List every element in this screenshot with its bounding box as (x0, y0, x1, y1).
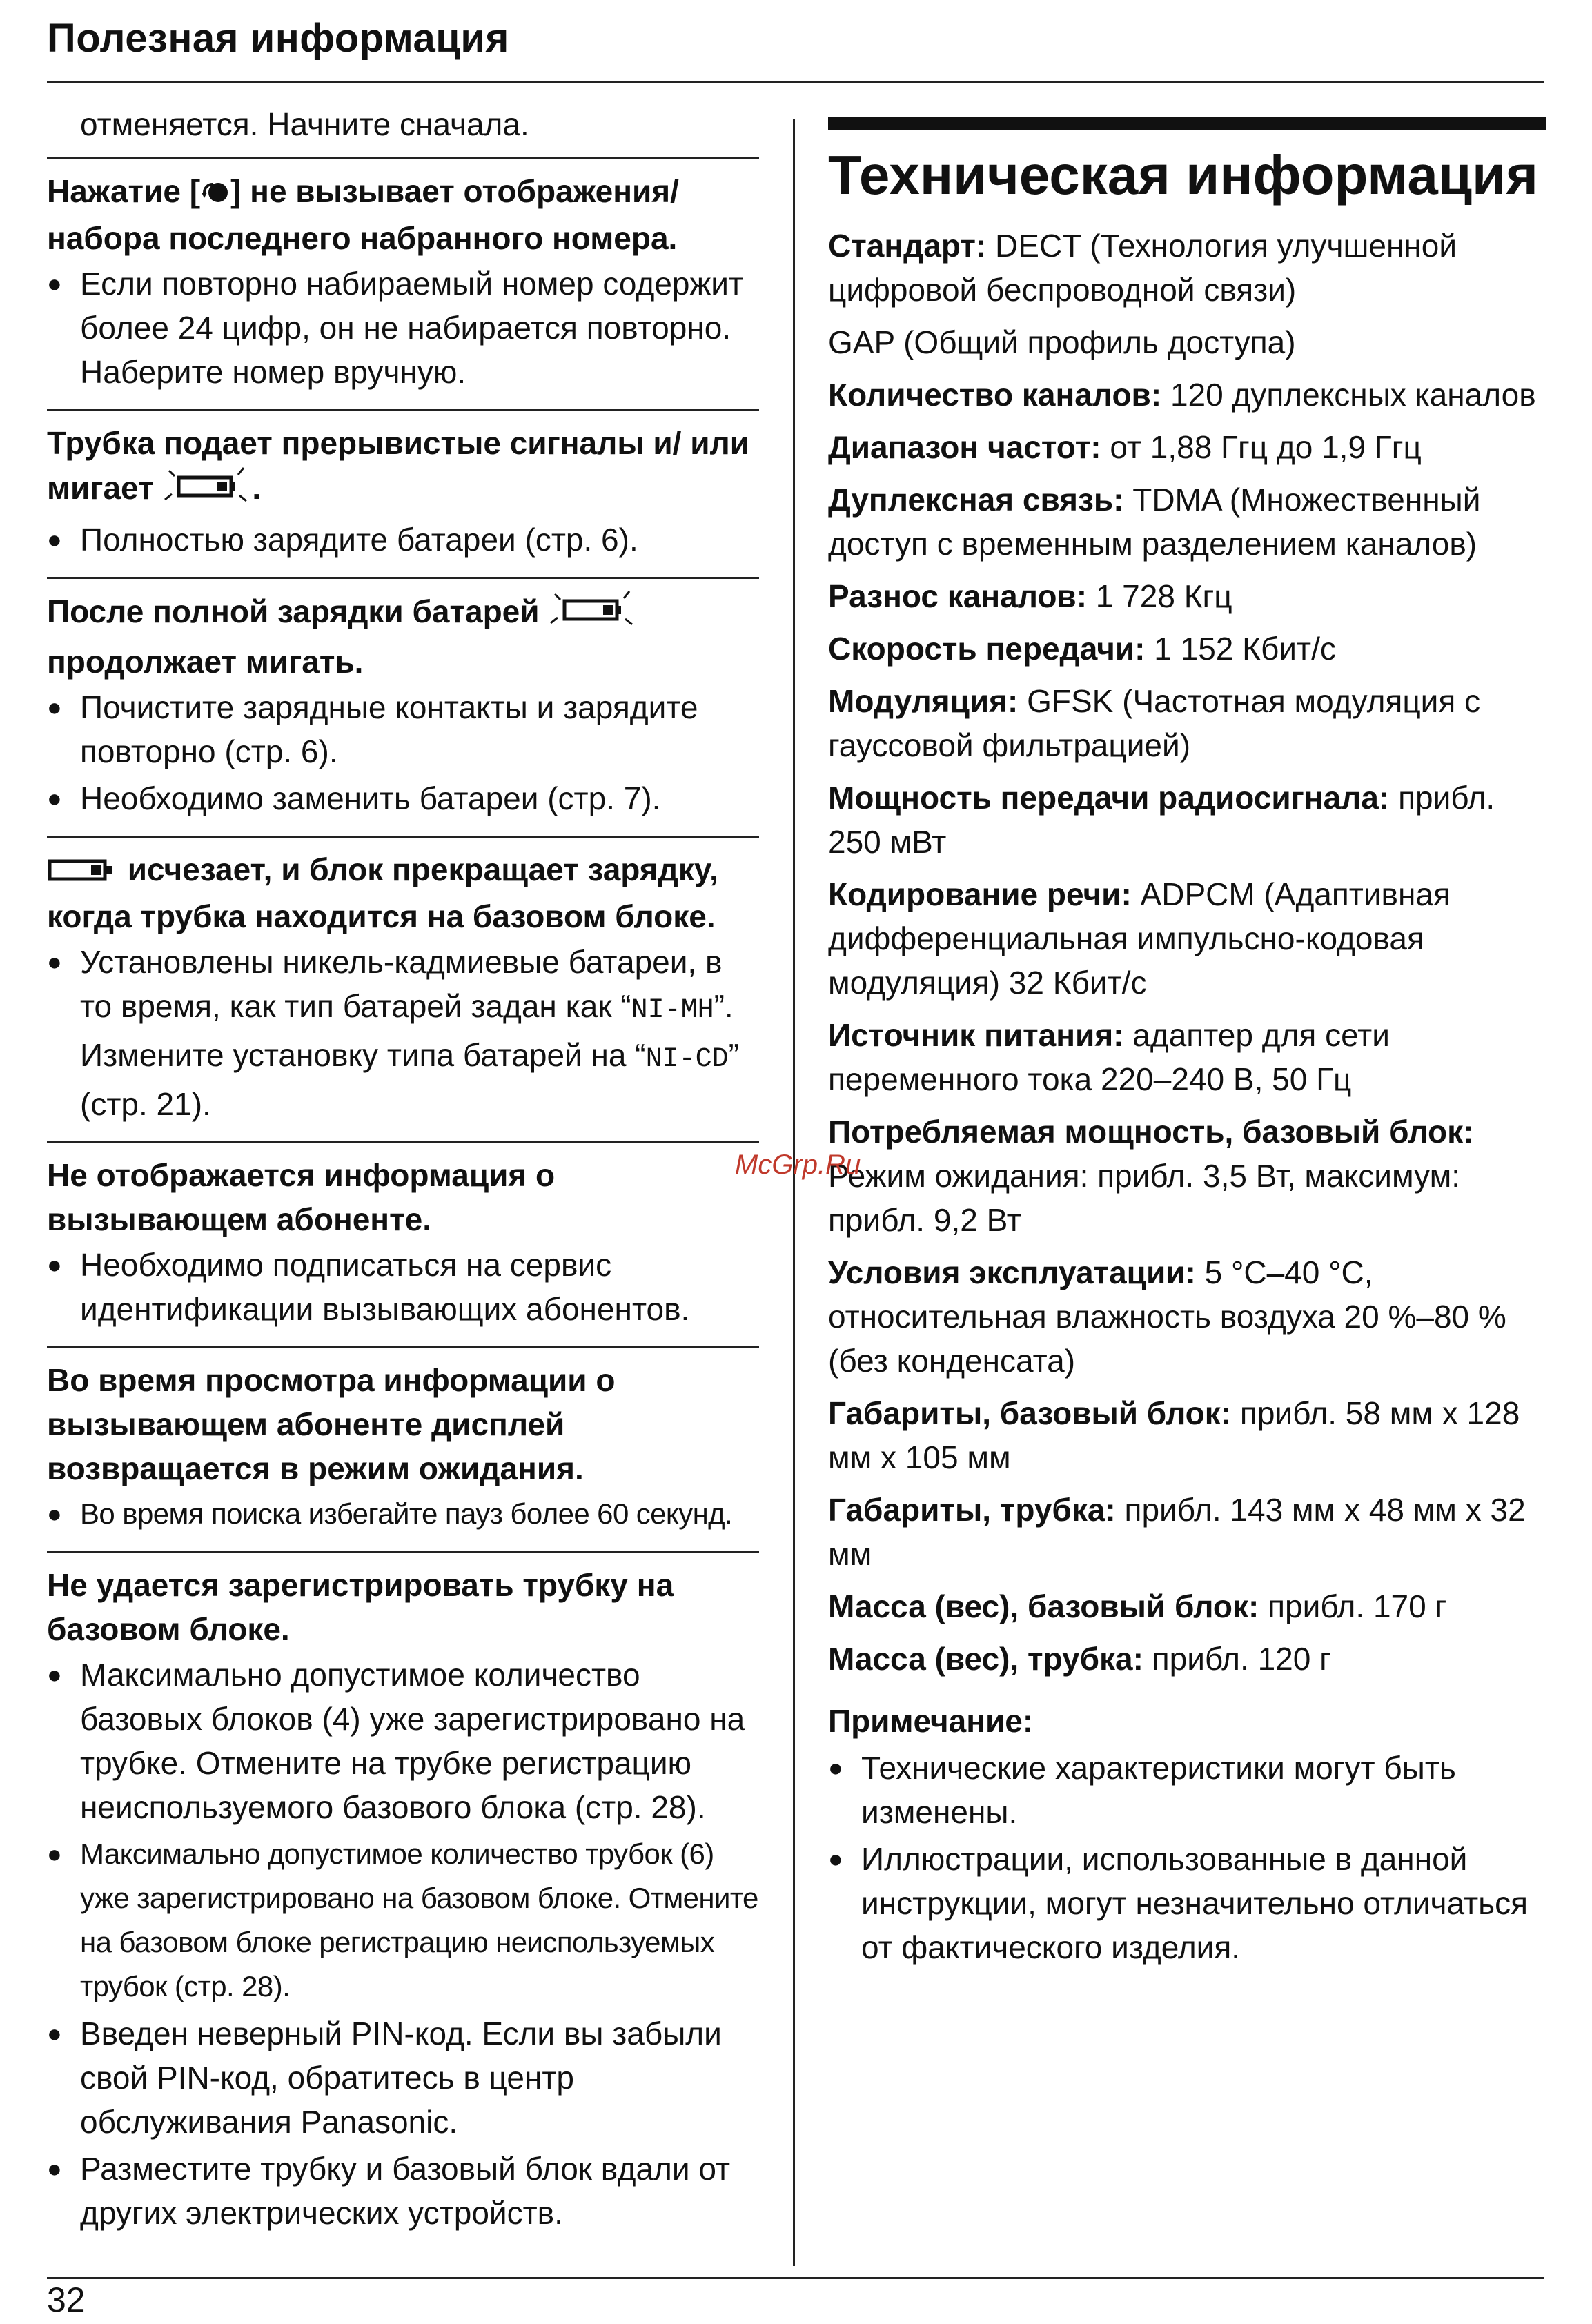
list-item: ● Необходимо подписаться на сервис идентификации вызывающих абонентов. (47, 1243, 759, 1331)
page-header-title: Полезная информация (47, 16, 509, 61)
list-item: ● Почистите зарядные контакты и зарядите повторно (стр. 6). (47, 685, 759, 774)
list-item: ● Максимально допустимое количество трубок (6) уже зарегистрировано на базовом блоке. Отмените на базовом блоке регистрацию неиспользуемых трубок (стр. 28). (47, 1832, 759, 2009)
section-caller-id-missing (47, 1141, 759, 1346)
section-registration-fails (47, 1551, 759, 2250)
bullet-list (47, 940, 759, 1126)
list-item: ● Полностью зарядите батареи (стр. 6). (47, 518, 759, 562)
note-item: ● Технические характеристики могут быть изменены. (828, 1746, 1546, 1834)
spec-label: Дуплексная связь: (828, 482, 1124, 518)
note-list (828, 1746, 1546, 1969)
troubleshooting-column (47, 102, 759, 2250)
continuation-text: отменяется. Начните сначала. (80, 106, 529, 142)
spec-label: Габариты, базовый блок: (828, 1395, 1232, 1431)
list-item: ● Необходимо заменить батареи (стр. 7). (47, 776, 759, 820)
spec-row (828, 425, 1546, 469)
section-heading: исчезает, и блок прекращает зарядку, когда трубка находится на базовом блоке. (47, 847, 759, 938)
spec-row (828, 1013, 1546, 1101)
spec-value: прибл. 120 г (1143, 1641, 1331, 1677)
spec-label: Модуляция: (828, 683, 1019, 719)
spec-value: прибл. 143 мм x 48 мм x 32 мм (828, 1492, 1526, 1572)
technical-info-column (828, 117, 1546, 1972)
page-number: 32 (47, 2281, 86, 2319)
section-heading: Во время просмотра информации о вызывающем абоненте дисплей возвращается в режим ожидания. (47, 1361, 616, 1486)
section-heading: Трубка подает прерывистые сигналы и/ или мигает . (47, 421, 759, 516)
spec-row (828, 1488, 1546, 1576)
section-charge-stops (47, 836, 759, 1141)
spec-value: от 1,88 Ггц до 1,9 Ггц (1101, 429, 1422, 465)
bullet-list (47, 262, 759, 394)
battery-flashing-icon (162, 465, 252, 516)
battery-icon (47, 850, 119, 894)
note-heading: Примечание: (828, 1703, 1034, 1739)
spec-value: адаптер для сети переменного тока 220–240 В, 50 Гц (828, 1017, 1390, 1097)
section-heading: После полной зарядки батарей продолжает мигать. (47, 589, 759, 684)
list-item: ● Разместите трубку и базовый блок вдали от других электрических устройств. (47, 2147, 759, 2235)
section-heading: Нажатие [ ] не вызывает отображения/ набора последнего набранного номера. (47, 169, 759, 260)
spec-row (828, 574, 1546, 618)
footer-rule (47, 2277, 1544, 2279)
spec-label: Условия эксплуатации: (828, 1254, 1196, 1290)
spec-value: ADPCM (Адаптивная дифференциальная импульсно-кодовая модуляция) 32 Кбит/с (828, 876, 1451, 1001)
spec-row (828, 1110, 1546, 1242)
spec-value: прибл. 170 г (1259, 1588, 1447, 1624)
section-redial (47, 157, 759, 409)
spec-label: Масса (вес), базовый блок: (828, 1588, 1259, 1624)
section-intermittent-beeps (47, 409, 759, 577)
spec-row (828, 1637, 1546, 1681)
spec-row (828, 1391, 1546, 1479)
list-item: ● Если повторно набираемый номер содержит более 24 цифр, он не набирается повторно. Наберите номер вручную. (47, 262, 759, 394)
list-item: ● Максимально допустимое количество базовых блоков (4) уже зарегистрировано на трубке. Отмените на трубке регистрацию неиспользуемого базового блока (стр. 28). (47, 1653, 759, 1829)
redial-key-icon (200, 172, 230, 216)
spec-label: Стандарт: (828, 228, 987, 264)
spec-label: Масса (вес), трубка: (828, 1641, 1143, 1677)
watermark-text: McGrp.Ru (735, 1150, 861, 1180)
battery-flashing-icon (548, 589, 638, 640)
list-item: ● Во время поиска избегайте пауз более 60 секунд. (47, 1492, 759, 1536)
spec-row (828, 627, 1546, 671)
bullet-list (47, 685, 759, 820)
spec-row (828, 320, 1546, 364)
spec-row (828, 679, 1546, 767)
spec-list (828, 224, 1546, 1681)
column-divider (793, 119, 795, 2266)
spec-row (828, 872, 1546, 1005)
bullet-list (47, 1243, 759, 1331)
spec-row (828, 477, 1546, 566)
spec-value: TDMA (Множественный доступ с временным разделением каналов) (828, 482, 1481, 562)
spec-row (828, 1250, 1546, 1383)
spec-value: 5 °C–40 °C, относительная влажность воздуха 20 %–80 % (без конденсата) (828, 1254, 1506, 1379)
spec-label: Количество каналов: (828, 377, 1162, 413)
bullet-list (47, 1492, 759, 1536)
list-item: ● Введен неверный PIN-код. Если вы забыли свой PIN-код, обратитесь в центр обслуживания Panasonic. (47, 2011, 759, 2144)
spec-label: Габариты, трубка: (828, 1492, 1116, 1528)
section-display-returns-standby (47, 1346, 759, 1551)
spec-label: Потребляемая мощность, базовый блок: (828, 1114, 1474, 1150)
spec-value: прибл. 58 мм x 128 мм x 105 мм (828, 1395, 1520, 1475)
section-heading: Не удается зарегистрировать трубку на базовом блоке. (47, 1566, 674, 1647)
spec-row (828, 1584, 1546, 1628)
header-rule (47, 81, 1544, 83)
title-rule (828, 117, 1546, 130)
spec-label: Кодирование речи: (828, 876, 1132, 912)
spec-label: Разнос каналов: (828, 578, 1088, 614)
section-heading: Не отображается информация о вызывающем абоненте. (47, 1156, 556, 1237)
spec-label: Диапазон частот: (828, 429, 1101, 465)
spec-row (828, 776, 1546, 864)
bullet-list (47, 518, 759, 562)
section-after-charge-flashing (47, 577, 759, 836)
bullet-list (47, 1653, 759, 2235)
list-item: ● Установлены никель-кадмиевые батареи, в то время, как тип батарей задан как “NI-MH”. Измените установку типа батарей на “NI-CD” (стр. 21). (47, 940, 759, 1126)
spec-label: Мощность передачи радиосигнала: (828, 780, 1390, 816)
spec-value: GAP (Общий профиль доступа) (828, 324, 1296, 360)
spec-value: Режим ожидания: прибл. 3,5 Вт, максимум: прибл. 9,2 Вт (828, 1158, 1460, 1238)
spec-label: Источник питания: (828, 1017, 1124, 1053)
spec-value: GFSK (Частотная модуляция с гауссовой фильтрацией) (828, 683, 1481, 763)
spec-value: 1 728 Кгц (1087, 578, 1232, 614)
spec-row (828, 373, 1546, 417)
spec-value: прибл. 250 мВт (828, 780, 1495, 860)
spec-value: DECT (Технология улучшенной цифровой беспроводной связи) (828, 228, 1457, 308)
tech-info-title: Техническая информация (828, 144, 1538, 206)
spec-value: 1 152 Кбит/с (1145, 631, 1336, 667)
note-item: ● Иллюстрации, использованные в данной инструкции, могут незначительно отличаться от фактического изделия. (828, 1837, 1546, 1969)
spec-value: 120 дуплексных каналов (1161, 377, 1536, 413)
spec-label: Скорость передачи: (828, 631, 1146, 667)
spec-row (828, 224, 1546, 312)
